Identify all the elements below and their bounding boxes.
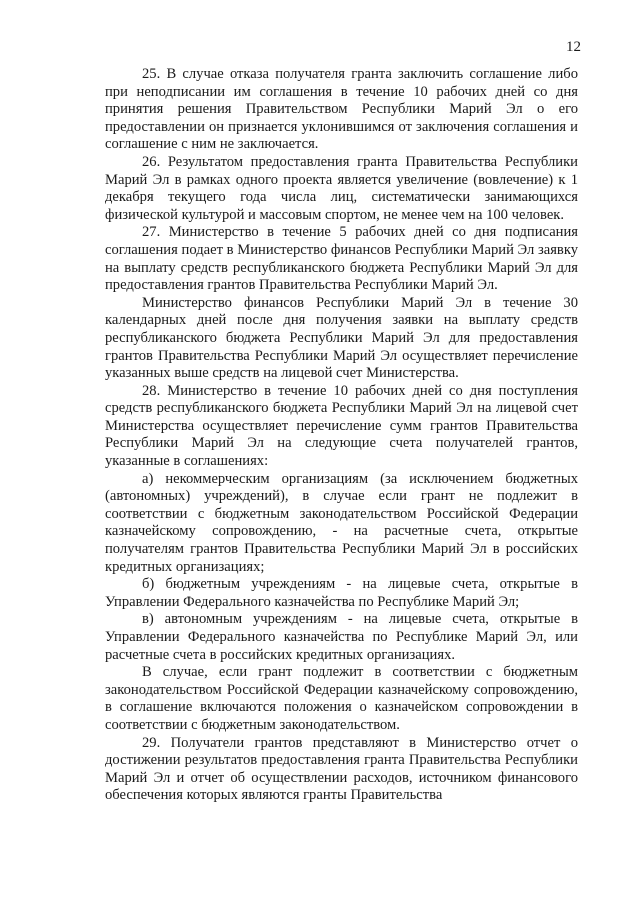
paragraph-28-item-a: а) некоммерческим организациям (за исключением бюджетных (автономных) учреждений), в случае если грант не подлежит в соответствии с бюджетным законодательством Российской Федерации казначейскому сопровождению, - на расчетные счета, открытые получателям грантов Правительства Республики Марий Эл в российских кредитных организациях; [105, 470, 578, 575]
paragraph-28-item-b: б) бюджетным учреждениям - на лицевые счета, открытые в Управлении Федерального казначейства по Республике Марий Эл; [105, 576, 578, 610]
paragraph-29: 29. Получатели грантов представляют в Министерство отчет о достижении результатов предоставления гранта Правительства Республики Марий Эл и отчет об осуществлении расходов, источником финансового обеспечения которых являются гранты Правительства [105, 734, 578, 804]
paragraph-27: 27. Министерство в течение 5 рабочих дней со дня подписания соглашения подает в Министерство финансов Республики Марий Эл заявку на выплату средств республиканского бюджета Республики Марий Эл для предоставления грантов Правительства Республики Марий Эл. [105, 224, 578, 294]
paragraph-27-continuation: Министерство финансов Республики Марий Эл в течение 30 календарных дней после дня получения заявки на выплату средств республиканского бюджета Республики Марий Эл для предоставления грантов Правительства Республики Марий Эл осуществляет перечисление указанных выше средств на лицевой счет Министерства. [105, 294, 578, 382]
paragraph-25: 25. В случае отказа получателя гранта заключить соглашение либо при неподписании им соглашения в течение 10 рабочих дней со дня принятия решения Правительством Республики Марий Эл о его предоставлении он признается уклонившимся от заключения соглашения и соглашение с ним не заключается. [105, 66, 578, 153]
paragraph-28: 28. Министерство в течение 10 рабочих дней со дня поступления средств республиканского бюджета Республики Марий Эл на лицевой счет Министерства осуществляет перечисление сумм грантов Правительства Республики Марий Эл на следующие счета получателей грантов, указанные в соглашениях: [105, 382, 578, 470]
document-body [105, 66, 578, 805]
paragraph-26: 26. Результатом предоставления гранта Правительства Республики Марий Эл в рамках одного проекта является увеличение (вовлечение) к 1 декабря текущего года числа лиц, систематически занимающихся физической культурой и массовым спортом, не менее чем на 100 человек. [105, 153, 578, 223]
paragraph-28-note: В случае, если грант подлежит в соответствии с бюджетным законодательством Российской Федерации казначейскому сопровождению, в соглашение включаются положения о казначейском сопровождении в соответствии с бюджетным законодательством. [105, 664, 578, 733]
paragraph-28-item-v: в) автономным учреждениям - на лицевые счета, открытые в Управлении Федерального казначейства по Республике Марий Эл, или расчетные счета в российских кредитных организациях. [105, 611, 578, 663]
page-number: 12 [566, 39, 581, 55]
